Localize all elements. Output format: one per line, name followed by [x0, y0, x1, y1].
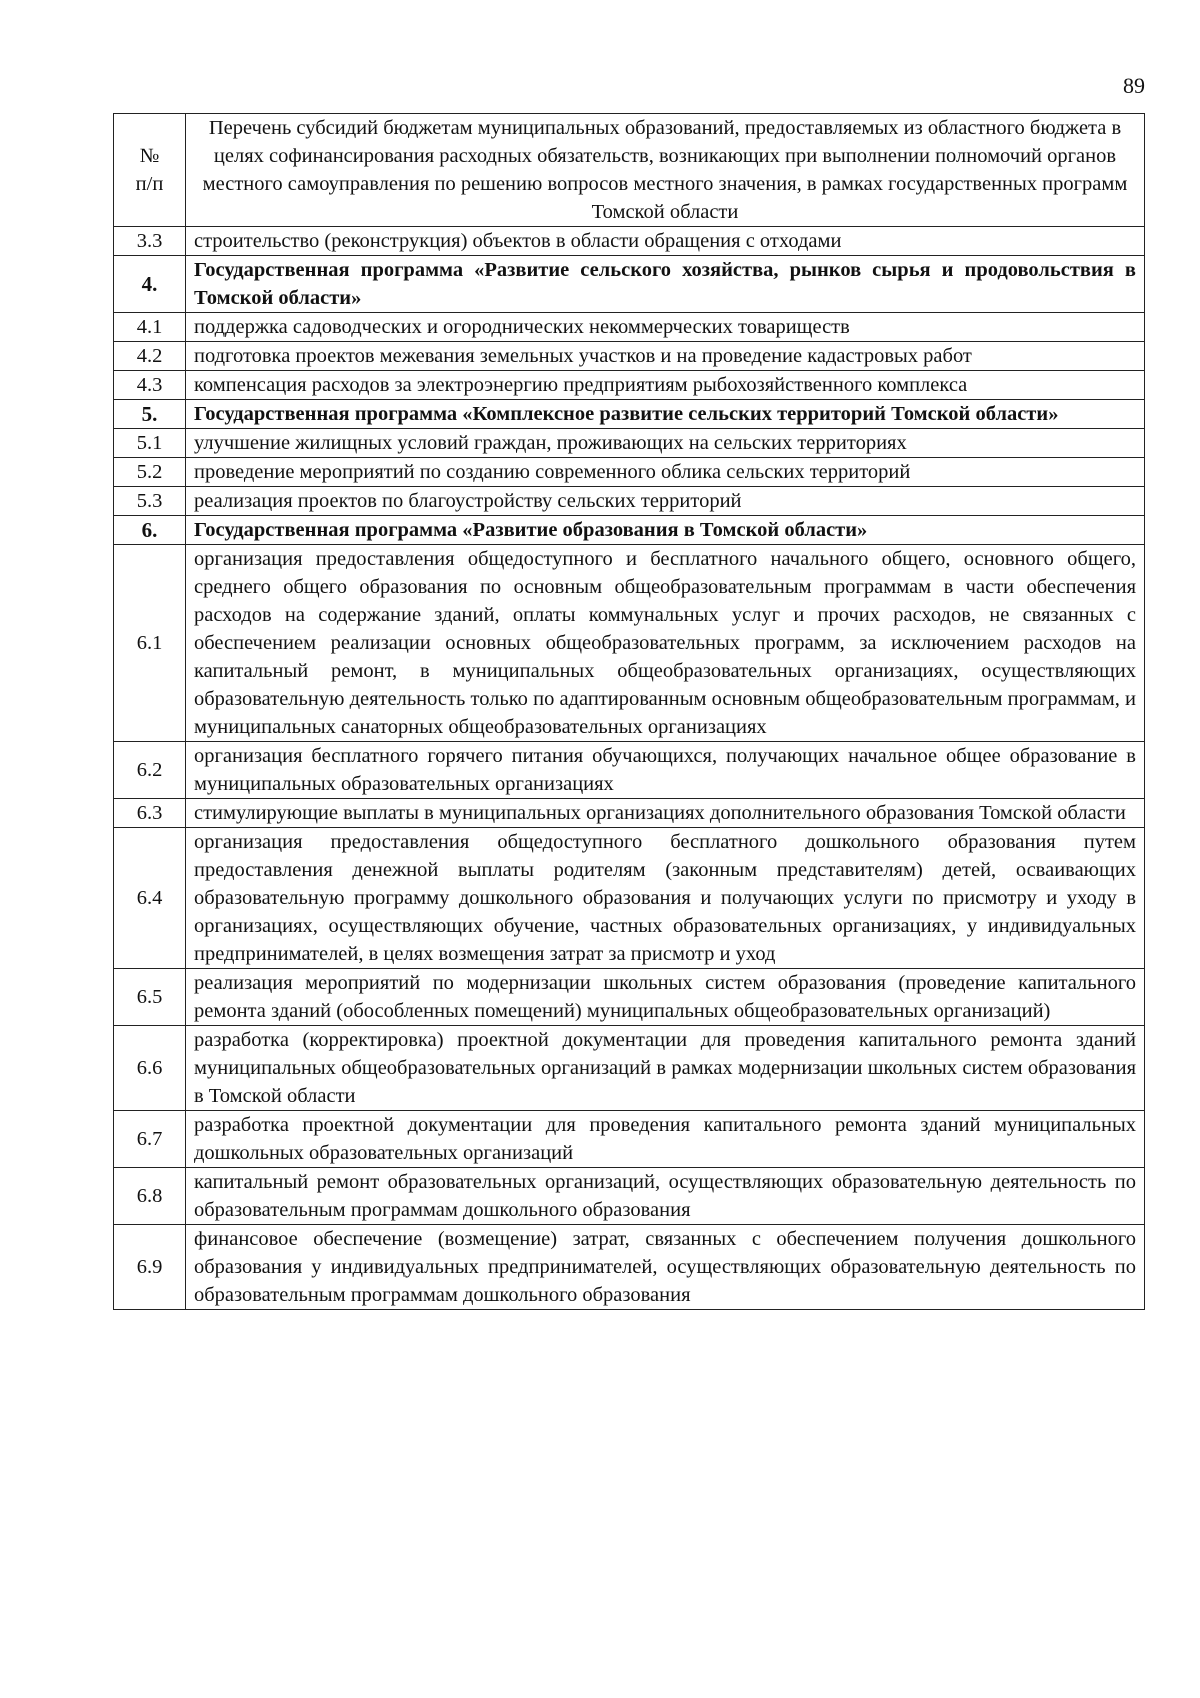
table-row	[114, 742, 1145, 799]
row-description: организация бесплатного горячего питания обучающихся, получающих начальное общее образование в муниципальных образовательных организациях	[186, 742, 1145, 799]
row-description: разработка (корректировка) проектной документации для проведения капитального ремонта зданий муниципальных общеобразовательных организаций в рамках модернизации школьных систем образования в Томской области	[186, 1026, 1145, 1111]
program-row	[114, 256, 1145, 313]
row-number: 5.1	[114, 429, 186, 458]
row-number: 4.	[114, 256, 186, 313]
header-number-abbrev: п/п	[135, 173, 164, 195]
row-number: 4.3	[114, 371, 186, 400]
row-number: 6.8	[114, 1168, 186, 1225]
program-row	[114, 400, 1145, 429]
row-description: стимулирующие выплаты в муниципальных организациях дополнительного образования Томской области	[186, 799, 1145, 828]
row-number: 6.7	[114, 1111, 186, 1168]
table-row	[114, 799, 1145, 828]
row-description: подготовка проектов межевания земельных участков и на проведение кадастровых работ	[186, 342, 1145, 371]
table-header-row	[114, 114, 1145, 227]
header-number-symbol: №	[139, 145, 160, 167]
table-row	[114, 342, 1145, 371]
table-row	[114, 371, 1145, 400]
row-description: капитальный ремонт образовательных организаций, осуществляющих образовательную деятельность по образовательным программам дошкольного образования	[186, 1168, 1145, 1225]
table-row	[114, 313, 1145, 342]
page-number: 89	[1123, 73, 1145, 98]
row-number: 6.9	[114, 1225, 186, 1310]
row-description: организация предоставления общедоступного и бесплатного начального общего, основного общего, среднего общего образования по основным общеобразовательным программам в части обеспечения расходов на содержание зданий, оплаты коммунальных услуг и прочих расходов, не связанных с обеспечением реализации основных общеобразовательных программ, за исключением расходов на капитальный ремонт, в муниципальных общеобразовательных организациях, осуществляющих образовательную деятельность только по адаптированным основным общеобразовательным программам, и муниципальных санаторных общеобразовательных организациях	[186, 545, 1145, 742]
subsidies-table	[113, 113, 1145, 1310]
row-number: 6.6	[114, 1026, 186, 1111]
row-number: 6.3	[114, 799, 186, 828]
table-row	[114, 458, 1145, 487]
row-number: 5.	[114, 400, 186, 429]
table-row	[114, 1111, 1145, 1168]
row-number: 3.3	[114, 227, 186, 256]
row-number: 6.4	[114, 828, 186, 969]
row-description: финансовое обеспечение (возмещение) затрат, связанных с обеспечением получения дошкольного образования у индивидуальных предпринимателей, осуществляющих образовательную деятельность по образовательным программам дошкольного образования	[186, 1225, 1145, 1310]
row-description: разработка проектной документации для проведения капитального ремонта зданий муниципальных дошкольных образовательных организаций	[186, 1111, 1145, 1168]
row-number: 4.2	[114, 342, 186, 371]
table-row	[114, 828, 1145, 969]
table-row	[114, 545, 1145, 742]
table-row	[114, 227, 1145, 256]
table-row	[114, 969, 1145, 1026]
program-title: Государственная программа «Комплексное развитие сельских территорий Томской области»	[186, 400, 1145, 429]
row-description: реализация мероприятий по модернизации школьных систем образования (проведение капитального ремонта зданий (обособленных помещений) муниципальных общеобразовательных организаций)	[186, 969, 1145, 1026]
table-row	[114, 1026, 1145, 1111]
program-title: Государственная программа «Развитие образования в Томской области»	[186, 516, 1145, 545]
row-number: 5.2	[114, 458, 186, 487]
table-row	[114, 429, 1145, 458]
row-number: 4.1	[114, 313, 186, 342]
table-row	[114, 1225, 1145, 1310]
row-description: улучшение жилищных условий граждан, проживающих на сельских территориях	[186, 429, 1145, 458]
table-row	[114, 487, 1145, 516]
row-description: компенсация расходов за электроэнергию предприятиям рыбохозяйственного комплекса	[186, 371, 1145, 400]
header-title-cell: Перечень субсидий бюджетам муниципальных образований, предоставляемых из областного бюджета в целях софинансирования расходных обязательств, возникающих при выполнении полномочий органов местного самоуправления по решению вопросов местного значения, в рамках государственных программ Томской области	[186, 114, 1145, 227]
row-description: поддержка садоводческих и огороднических некоммерческих товариществ	[186, 313, 1145, 342]
table-row	[114, 1168, 1145, 1225]
row-description: строительство (реконструкция) объектов в области обращения с отходами	[186, 227, 1145, 256]
program-row	[114, 516, 1145, 545]
row-description: реализация проектов по благоустройству сельских территорий	[186, 487, 1145, 516]
row-description: организация предоставления общедоступного бесплатного дошкольного образования путем предоставления денежной выплаты родителям (законным представителям) детей, осваивающих образовательную программу дошкольного образования и получающих услуги по присмотру и уходу в организациях, осуществляющих обучение, частных образовательных организациях, у индивидуальных предпринимателей, в целях возмещения затрат за присмотр и уход	[186, 828, 1145, 969]
row-number: 6.2	[114, 742, 186, 799]
row-number: 6.5	[114, 969, 186, 1026]
header-number-cell	[114, 114, 186, 227]
row-number: 6.1	[114, 545, 186, 742]
row-number: 5.3	[114, 487, 186, 516]
row-number: 6.	[114, 516, 186, 545]
row-description: проведение мероприятий по созданию современного облика сельских территорий	[186, 458, 1145, 487]
program-title: Государственная программа «Развитие сельского хозяйства, рынков сырья и продовольствия в Томской области»	[186, 256, 1145, 313]
table-body	[114, 114, 1145, 1310]
